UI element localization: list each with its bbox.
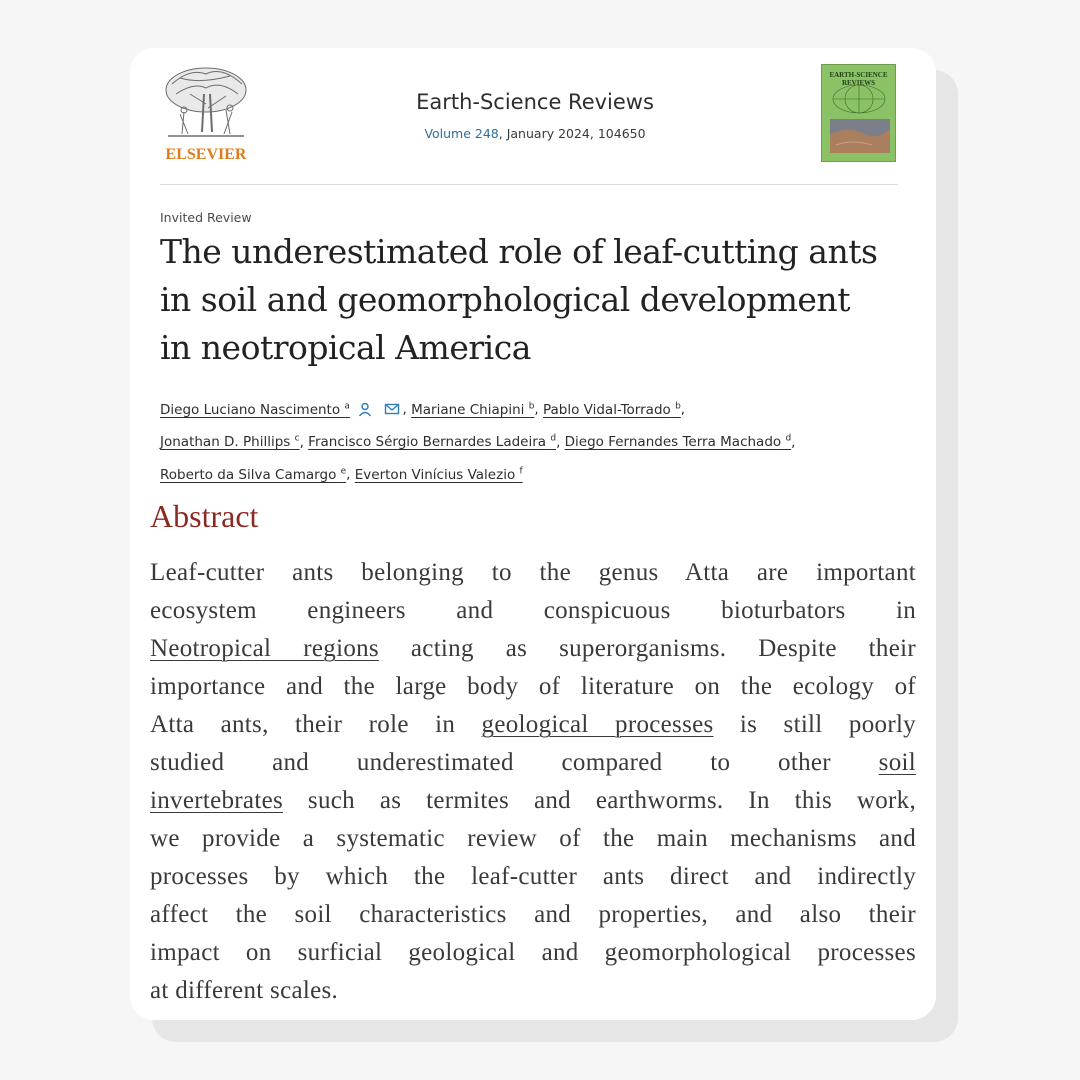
keyword-link[interactable]: invertebrates — [150, 787, 284, 814]
abstract-line: impact on surficial geological and geomorphological processes — [150, 939, 916, 966]
author-link[interactable]: Jonathan D. Phillips $^c$ — [160, 433, 300, 450]
abstract-line: we provide a systematic review of the main mechanisms and — [150, 825, 916, 852]
elsevier-tree-icon — [160, 64, 252, 144]
email-icon[interactable] — [384, 401, 400, 417]
journal-title[interactable]: Earth-Science Reviews — [416, 90, 654, 114]
keyword-link[interactable]: soil — [878, 749, 916, 776]
abstract-line: studied and underestimated compared to other soil — [150, 749, 916, 776]
author-link[interactable]: Everton Vinícius Valezio $^f$ — [354, 466, 523, 483]
abstract-line: at different scales. — [150, 977, 339, 1004]
author-link[interactable]: Francisco Sérgio Bernardes Ladeira $^d$ — [308, 433, 557, 450]
author-link[interactable]: Pablo Vidal-Torrado $^b$ — [543, 401, 681, 418]
abstract-line: affect the soil characteristics and properties, and also their — [150, 901, 916, 928]
title-line: The underestimated role of leaf-cutting ants — [160, 232, 878, 271]
author-link[interactable]: Roberto da Silva Camargo $^e$ — [160, 466, 347, 483]
abstract-line: ecosystem engineers and conspicuous bioturbators in — [150, 597, 916, 624]
person-icon[interactable] — [357, 401, 373, 417]
abstract-line: processes by which the leaf-cutter ants direct and indirectly — [150, 863, 916, 890]
author-list — [160, 392, 920, 490]
author-link[interactable]: Diego Luciano Nascimento $^a$ — [160, 401, 350, 418]
abstract-line: importance and the large body of literature on the ecology of — [150, 673, 916, 700]
issue-details: , January 2024, 104650 — [498, 126, 646, 141]
cover-globe-icon — [822, 65, 896, 162]
author-line: Roberto da Silva Camargo $^e$, Everton Vinícius Valezio $^f$ — [160, 466, 523, 483]
abstract-line: Atta ants, their role in geological processes is still poorly — [150, 711, 916, 738]
article-type: Invited Review — [160, 210, 252, 225]
author-line: Jonathan D. Phillips $^c$, Francisco Sérgio Bernardes Ladeira $^d$, Diego Fernandes Terra Machado $^d$, — [160, 433, 796, 450]
volume-link[interactable]: Volume 248 — [424, 126, 499, 141]
keyword-link[interactable]: geological processes — [481, 711, 714, 738]
elsevier-logo[interactable] — [160, 64, 252, 164]
cover-title: EARTH-SCIENCE REVIEWS — [829, 71, 888, 87]
article-card — [130, 48, 936, 1020]
abstract-heading: Abstract — [150, 498, 259, 534]
journal-issue-info — [330, 126, 740, 141]
publisher-wordmark: ELSEVIER — [165, 146, 247, 163]
author-link[interactable]: Diego Fernandes Terra Machado $^d$ — [564, 433, 792, 450]
journal-cover-thumbnail[interactable] — [821, 64, 896, 162]
title-line: in soil and geomorphological development — [160, 280, 850, 319]
author-line: Diego Luciano Nascimento $^a$ , Mariane Chiapini $^b$, Pablo Vidal-Torrado $^b$, — [160, 401, 686, 418]
abstract-line: Neotropical regions acting as superorganisms. Despite their — [150, 635, 916, 662]
title-line: in neotropical America — [160, 328, 531, 367]
author-link[interactable]: Mariane Chiapini $^b$ — [411, 401, 535, 418]
abstract-body — [150, 554, 916, 1010]
header-divider — [160, 184, 898, 185]
abstract-line: invertebrates such as termites and earthworms. In this work, — [150, 787, 916, 814]
keyword-link[interactable]: Neotropical regions — [150, 635, 379, 662]
article-title — [160, 228, 910, 372]
abstract-line: Leaf-cutter ants belonging to the genus Atta are important — [150, 559, 916, 586]
